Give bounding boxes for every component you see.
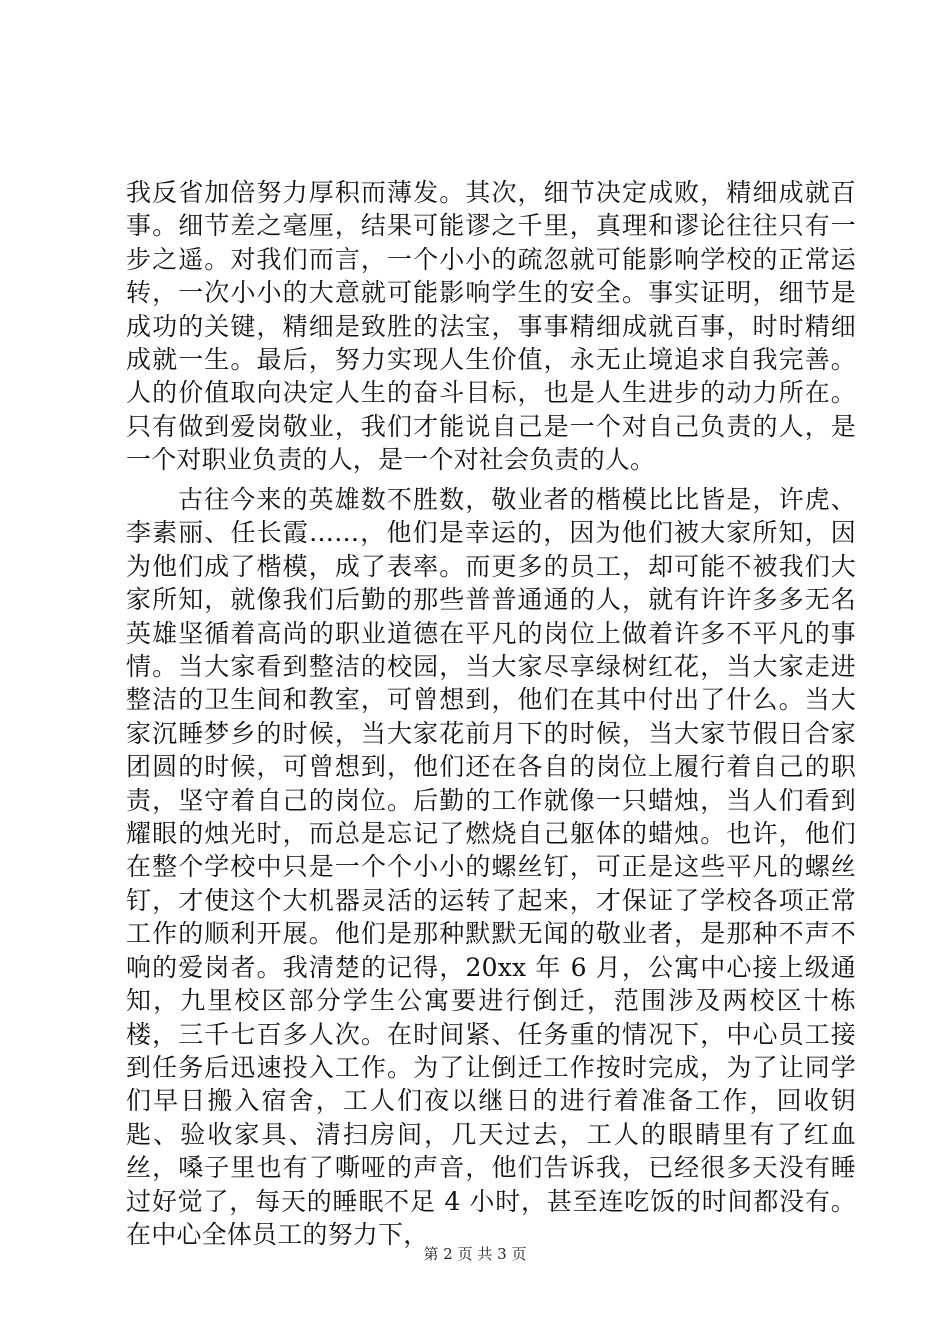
body-paragraph-2: 古往今来的英雄数不胜数，敬业者的楷模比比皆是，许虎、李素丽、任长霞……，他们是幸运的，因为他们被大家所知，因为他们成了楷模，成了表率。而更多的员工，却可能不被我们大家所知，就像我们后勤的那些普普通通的人，就有许许多多无名英雄坚循着高尚的职业道德在平凡的岗位上做着许多不平凡的事情。当大家看到整洁的校园，当大家尽享绿树红花，当大家走进整洁的卫生间和教室，可曾想到，他们在其中付出了什么。当大家沉睡梦乡的时候，当大家花前月下的时候，当大家节假日合家团圆的时候，可曾想到，他们还在各自的岗位上履行着自己的职责，坚守着自己的岗位。后勤的工作就像一只蜡烛，当人们看到耀眼的烛光时，而总是忘记了燃烧自己躯体的蜡烛。也许，他们在整个学校中只是一个个小小的螺丝钉，可正是这些平凡的螺丝钉，才使这个大机器灵活的运转了起来，才保证了学校各项正常工作的顺利开展。他们是那种默默无闻的敬业者，是那种不声不响的爱岗者。我清楚的记得，20xx 年 6 月，公寓中心接上级通知，九里校区部分学生公寓要进行倒迁，范围涉及两校区十栋楼，三千七百多人次。在时间紧、任务重的情况下，中心员工接到任务后迅速投入工作。为了让倒迁工作按时完成，为了让同学们早日搬入宿舍，工人们夜以继日的进行着准备工作，回收钥匙、验收家具、清扫房间，几天过去，工人的眼睛里有了红血丝，嗓子里也有了嘶哑的声音，他们告诉我，已经很多天没有睡过好觉了，每天的睡眠不足 4 小时，甚至连吃饭的时间都没有。在中心全体员工的努力下， xyxy=(126,485,856,1249)
body-paragraph-1: 我反省加倍努力厚积而薄发。其次，细节决定成败，精细成就百事。细节差之毫厘，结果可能谬之千里，真理和谬论往往只有一步之遥。对我们而言，一个小小的疏忽就可能影响学校的正常运转，一次小小的大意就可能影响学生的安全。事实证明，细节是成功的关键，精细是致胜的法宝，事事精细成就百事，时时精细成就一生。最后，努力实现人生价值，永无止境追求自我完善。人的价值取向决定人生的奋斗目标，也是人生进步的动力所在。只有做到爱岗敬业，我们才能说自己是一个对自己负责的人，是一个对职业负责的人，是一个对社会负责的人。 xyxy=(126,178,856,475)
page-number-footer: 第 2 页 共 3 页 xyxy=(423,1245,527,1263)
